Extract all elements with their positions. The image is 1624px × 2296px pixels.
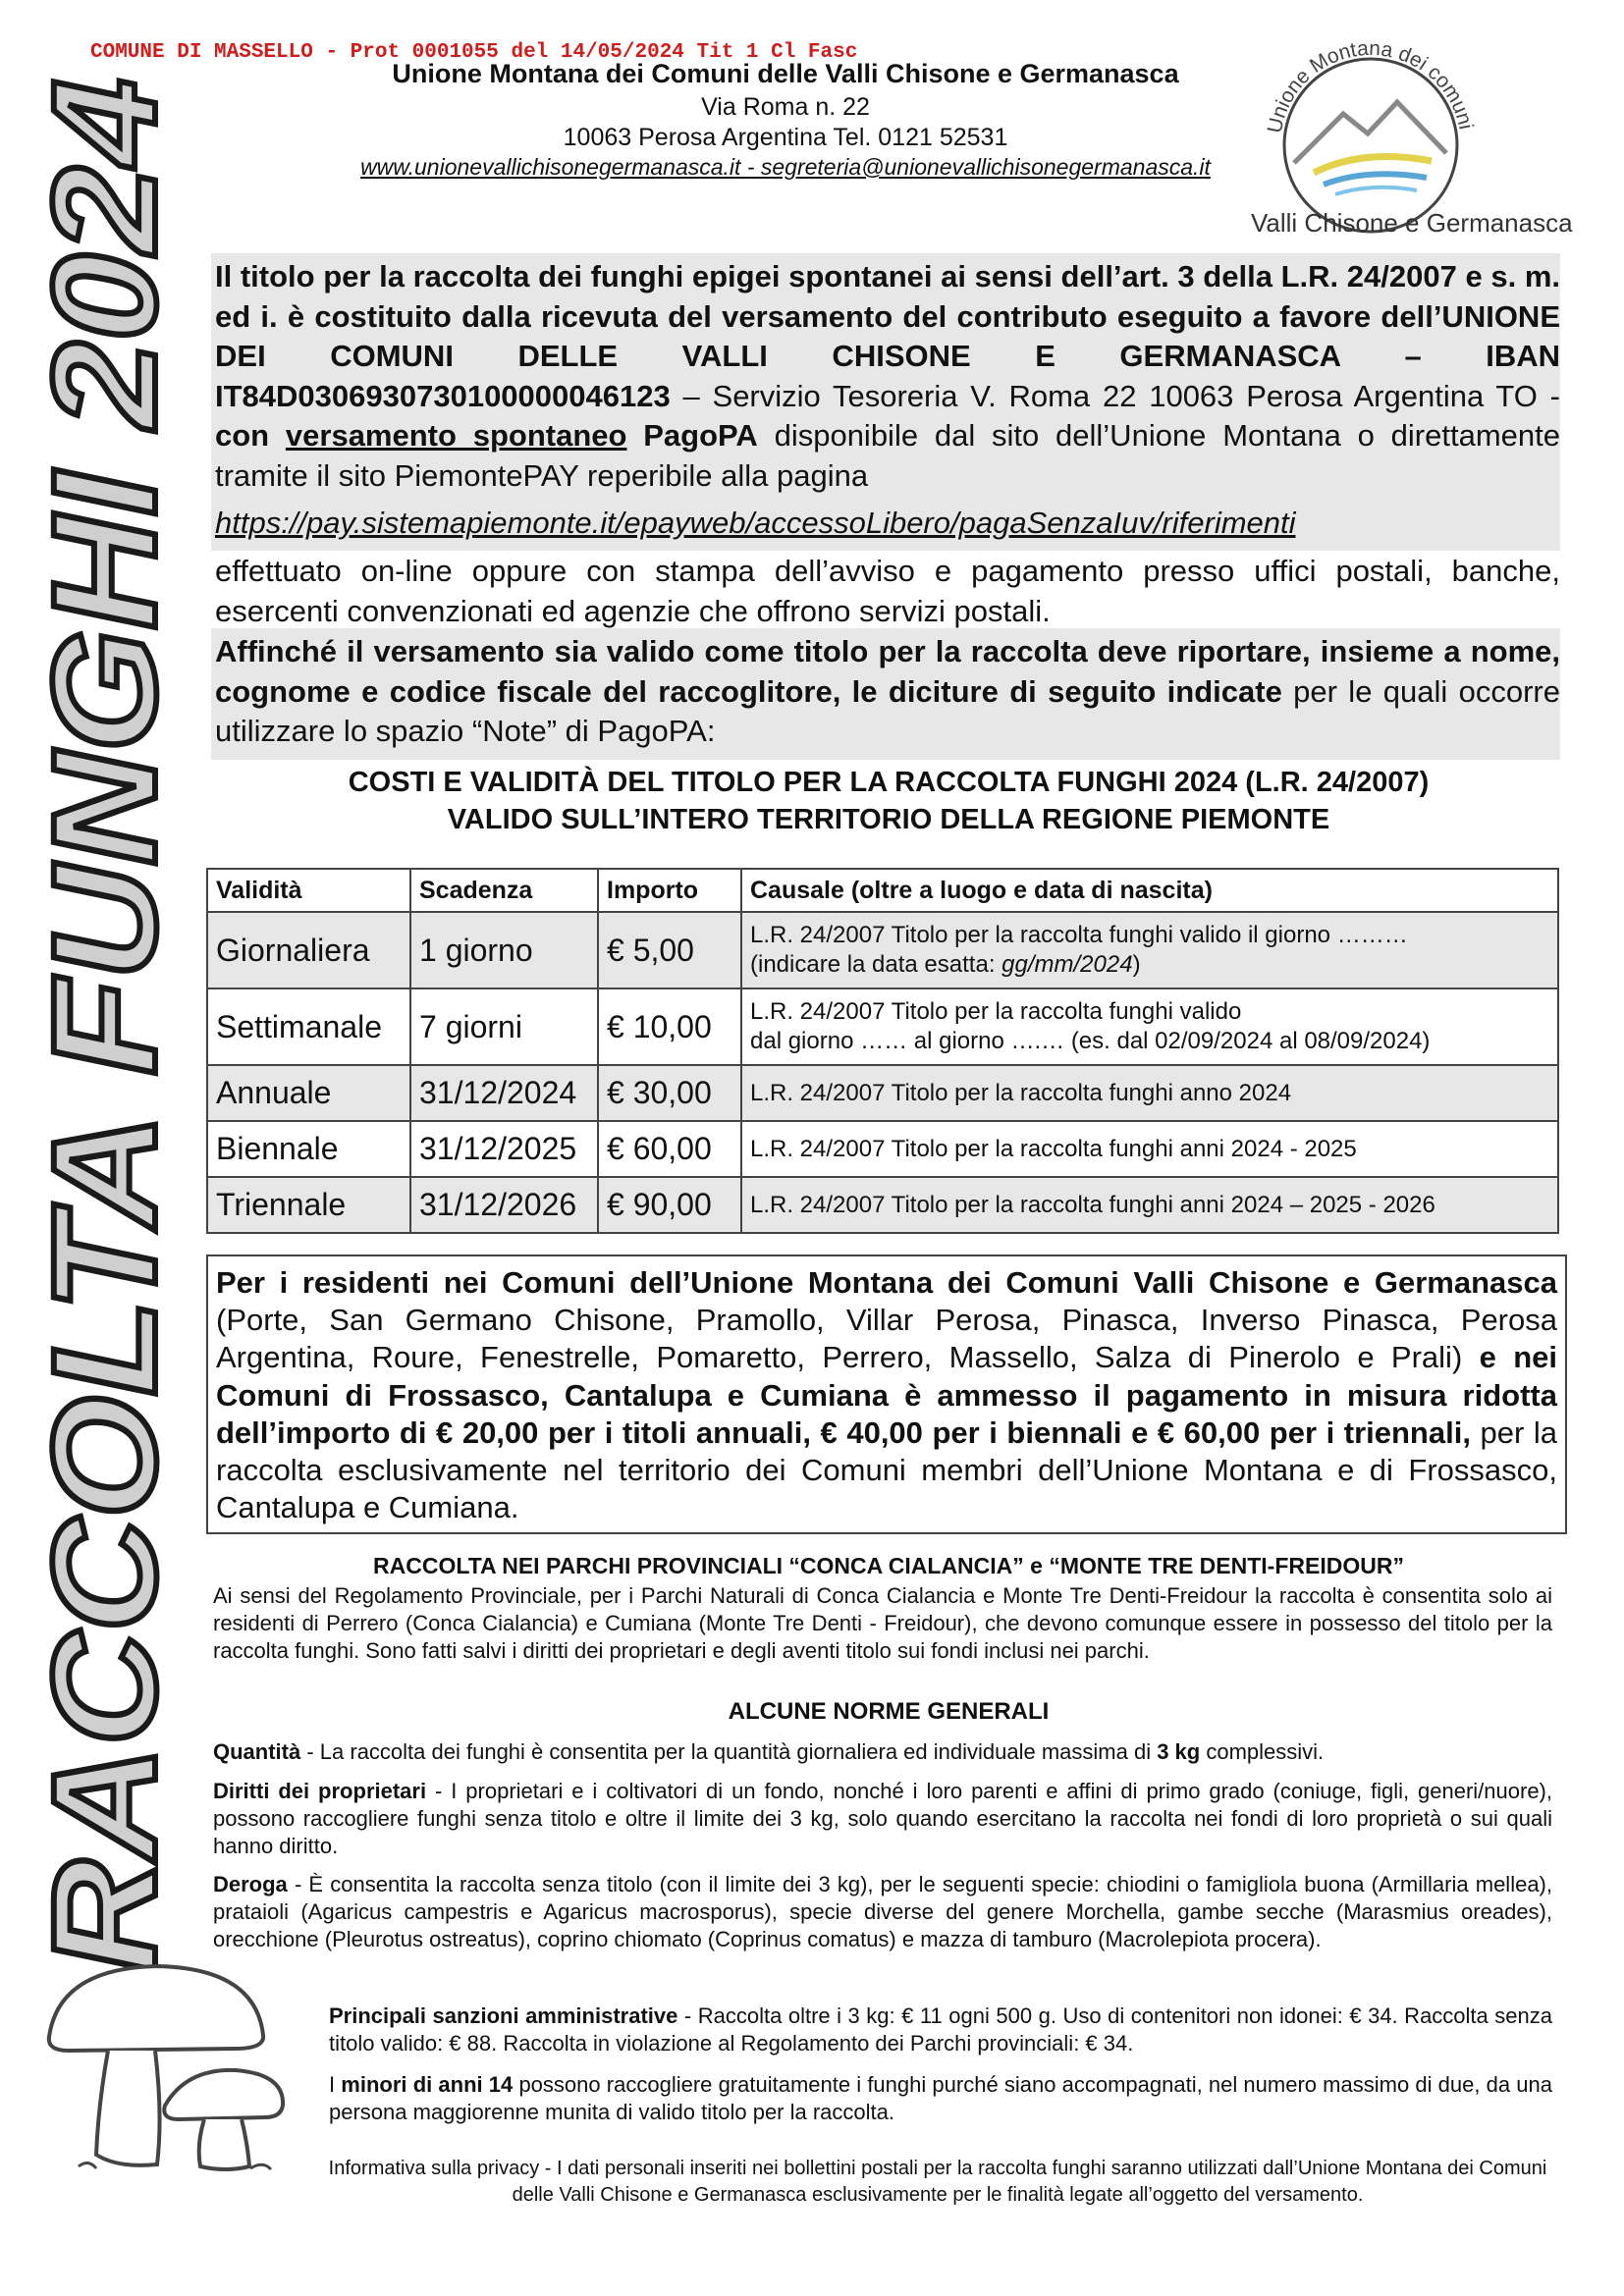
cell-importo: € 60,00 xyxy=(598,1121,741,1177)
rule-deroga xyxy=(213,1871,1552,1953)
parks-title: RACCOLTA NEI PARCHI PROVINCIALI “CONCA CIALANCIA” e “MONTE TRE DENTI-FREIDOUR” xyxy=(373,1553,1404,1578)
rule-text: complessivi. xyxy=(1200,1739,1325,1764)
table-row xyxy=(207,912,1558,988)
intro-notes-rest: per le quali occorre utilizzare lo spazio “Note” di PagoPA: xyxy=(215,673,1560,748)
causale-part: ) xyxy=(1132,951,1141,978)
fees-table xyxy=(206,868,1559,1234)
rule-text: possono raccogliere gratuitamente i funghi purché siano accompagnati, nel numero massimo di due, da una persona maggiorenne munita di valido titolo per la raccolta. xyxy=(329,2072,1552,2124)
intro-bold: Il titolo per la raccolta dei funghi epigei spontanei ai sensi dell’art. 3 della L.R. 24/2007 e s. m. ed i. è costituito dalla ricevuta del versamento del contributo eseguito a favore dell’UNIONE DEI COMUNI DELLE VALLI CHISONE E GERMANASCA – IBAN IT84D0306930730100000046123 xyxy=(215,259,1560,413)
col-validita: Validità xyxy=(207,869,410,912)
cell-validita: Biennale xyxy=(207,1121,410,1177)
residents-tail: per la raccolta esclusivamente nel territorio dei Comuni membri dell’Unione Montana e di Frossasco, Cantalupa e Cumiana. xyxy=(216,1415,1557,1525)
svg-text:RACCOLTA FUNGHI 2024: RACCOLTA FUNGHI 2024 xyxy=(22,200,187,1973)
org-name: Unione Montana dei Comuni delle Valli Chisone e Germanasca xyxy=(392,59,1179,88)
mushroom-illustration xyxy=(39,1958,295,2174)
intro-notes-bold: Affinché il versamento sia valido come titolo per la raccolta deve riportare, insieme a nome, cognome e codice fiscale del raccoglitore, le diciture di seguito indicate xyxy=(215,634,1560,709)
costs-title-line2: VALIDO SULL’INTERO TERRITORIO DELLA REGIONE PIEMONTE xyxy=(447,804,1330,835)
intro-payment-text: effettuato on-line oppure con stampa dell’avviso e pagamento presso uffici postali, banche, esercenti convenzionati ed agenzie che offrono servizi postali. xyxy=(215,554,1560,628)
col-causale: Causale (oltre a luogo e data di nascita) xyxy=(741,869,1558,912)
table-row xyxy=(207,1065,1558,1121)
union-logo xyxy=(1245,35,1591,246)
cell-validita: Triennale xyxy=(207,1177,410,1233)
costs-title-line1: COSTI E VALIDITÀ DEL TITOLO PER LA RACCOLTA FUNGHI 2024 (L.R. 24/2007) xyxy=(348,767,1430,798)
intro-block xyxy=(211,253,1560,551)
rule-minori xyxy=(329,2071,1552,2126)
rule-sanzioni xyxy=(329,2002,1552,2057)
rule-label: Diritti dei proprietari xyxy=(213,1779,427,1803)
rule-text: - I proprietari e i coltivatori di un fondo, nonché i loro parenti e affini di primo grado (coniuge, figli, generi/nuore), possono raccogliere funghi senza titolo e oltre il limite dei 3 kg, solo quando esercitano la raccolta nei fondi di loro proprietà o sui quali hanno diritto. xyxy=(213,1779,1552,1858)
cell-scadenza: 31/12/2026 xyxy=(410,1177,598,1233)
privacy-notice: Informativa sulla privacy - I dati personali inseriti nei bollettini postali per la raccolta funghi saranno utilizzati dall’Unione Montana dei Comuni delle Valli Chisone e Germanasca esclusivamente per le finalità legate all’oggetto del versamento. xyxy=(328,2158,1547,2206)
rule-kg: 3 kg xyxy=(1157,1739,1201,1764)
rule-text: I xyxy=(329,2072,342,2097)
costs-title xyxy=(211,764,1566,838)
causale-date-format: gg/mm/2024 xyxy=(1001,951,1133,978)
rule-text: - La raccolta dei funghi è consentita per la quantità giornaliera ed individuale massima di xyxy=(300,1739,1158,1764)
logo-arc-text: Unione Montana dei comuni xyxy=(1263,36,1478,135)
protocol-stamp: COMUNE DI MASSELLO - Prot 0001055 del 14/05/2024 Tit 1 Cl Fasc xyxy=(90,41,858,64)
causale-line: L.R. 24/2007 Titolo per la raccolta funghi valido il giorno ……… xyxy=(750,922,1408,948)
cell-causale: L.R. 24/2007 Titolo per la raccolta funghi anno 2024 xyxy=(741,1065,1558,1121)
table-row xyxy=(207,1121,1558,1177)
cell-causale xyxy=(741,912,1558,988)
intro-pagopa: PagoPA xyxy=(626,418,758,453)
cell-validita: Settimanale xyxy=(207,988,410,1065)
causale-line: L.R. 24/2007 Titolo per la raccolta funghi valido xyxy=(750,998,1242,1025)
rule-label: minori di anni 14 xyxy=(341,2072,514,2097)
org-web-email[interactable]: www.unionevallichisonegermanasca.it - segreteria@unionevallichisonegermanasca.it xyxy=(360,154,1211,180)
logo-name: Valli Chisone e Germanasca xyxy=(1251,208,1573,238)
intro-tail: disponibile dal sito dell’Unione Montana o direttamente tramite il sito PiemontePAY reperibile alla pagina xyxy=(215,418,1560,493)
cell-importo: € 10,00 xyxy=(598,988,741,1065)
rule-label: Principali sanzioni amministrative xyxy=(329,2003,678,2028)
causale-part: (indicare la data esatta: xyxy=(750,951,1002,978)
residents-towns: (Porte, San Germano Chisone, Pramollo, Villar Perosa, Pinasca, Inverso Pinasca, Perosa Argentina, Roure, Fenestrelle, Pomaretto, Perrero, Massello, Salza di Pinerolo e Prali) xyxy=(216,1303,1557,1375)
residents-bold-1: Per i residenti nei Comuni dell’Unione Montana dei Comuni Valli Chisone e Germanasca xyxy=(216,1265,1557,1300)
cell-causale: L.R. 24/2007 Titolo per la raccolta funghi anni 2024 - 2025 xyxy=(741,1121,1558,1177)
rule-text: - Raccolta oltre i 3 kg: € 11 ogni 500 g. Uso di contenitori non idonei: € 34. Raccolta senza titolo valido: € 88. Raccolta in violazione al Regolamento dei Parchi provinciali: € 34. xyxy=(329,2003,1552,2056)
col-importo: Importo xyxy=(598,869,741,912)
residents-box xyxy=(206,1255,1567,1534)
table-row xyxy=(207,1177,1558,1233)
cell-importo: € 5,00 xyxy=(598,912,741,988)
causale-line: dal giorno …… al giorno ….… (es. dal 02/09/2024 al 08/09/2024) xyxy=(750,1028,1431,1054)
rule-text: - È consentita la raccolta senza titolo (con il limite dei 3 kg), per le seguenti specie: chiodini o famigliola buona (Armillaria mellea), prataioli (Agaricus campestris e Agaricus macrosporus), specie diverse del genere Morchella, gambe secche (Marasmius oreades), orecchione (Pleurotus ostreatus), coprino chiomato (Coprinus comatus) e mazza di tamburo (Macrolepiota procera). xyxy=(213,1872,1552,1951)
intro-versamento-spontaneo: versamento spontaneo xyxy=(285,418,627,453)
intro-tesoreria: – Servizio Tesoreria V. Roma 22 10063 Perosa Argentina TO - xyxy=(670,378,1560,413)
intro-con: con xyxy=(215,418,286,453)
table-row xyxy=(207,988,1558,1065)
cell-causale: L.R. 24/2007 Titolo per la raccolta funghi anni 2024 – 2025 - 2026 xyxy=(741,1177,1558,1233)
residents-bold-2: e nei Comuni di Frossasco, Cantalupa e Cumiana è ammesso il pagamento in misura ridotta dell’importo di € 20,00 per i titoli annuali, € 40,00 per i biennali e € 60,00 per i triennali, xyxy=(216,1340,1557,1450)
rule-quantita xyxy=(213,1738,1552,1766)
org-address: Via Roma n. 22 xyxy=(701,93,870,121)
norme-title: ALCUNE NORME GENERALI xyxy=(728,1698,1050,1725)
cell-scadenza: 1 giorno xyxy=(410,912,598,988)
rule-diritti xyxy=(213,1778,1552,1860)
cell-scadenza: 31/12/2024 xyxy=(410,1065,598,1121)
piemontepay-link[interactable]: https://pay.sistemapiemonte.it/epayweb/accessoLibero/pagaSenzaIuv/riferimenti xyxy=(215,506,1296,540)
col-scadenza: Scadenza xyxy=(410,869,598,912)
cell-scadenza: 7 giorni xyxy=(410,988,598,1065)
rule-label: Quantità xyxy=(213,1739,301,1764)
cell-importo: € 90,00 xyxy=(598,1177,741,1233)
intro-notes xyxy=(211,628,1560,760)
cell-scadenza: 31/12/2025 xyxy=(410,1121,598,1177)
rule-label: Deroga xyxy=(213,1872,288,1896)
causale-line xyxy=(750,950,1549,980)
org-city-tel: 10063 Perosa Argentina Tel. 0121 52531 xyxy=(563,124,1008,151)
vertical-title xyxy=(22,59,187,1973)
cell-validita: Giornaliera xyxy=(207,912,410,988)
fees-header-row xyxy=(207,869,1558,912)
cell-causale xyxy=(741,988,1558,1065)
parks-text: Ai sensi del Regolamento Provinciale, per i Parchi Naturali di Conca Cialancia e Monte Tre Denti-Freidour la raccolta è consentita solo ai residenti di Perrero (Conca Cialancia) e Cumiana (Monte Tre Denti - Freidour), che devono comunque essere in possesso del titolo per la raccolta funghi. Sono fatti salvi i diritti dei proprietari e degli aventi titolo sui fondi inclusi nei parchi. xyxy=(213,1583,1552,1663)
intro-payment xyxy=(211,548,1560,631)
cell-validita: Annuale xyxy=(207,1065,410,1121)
cell-importo: € 30,00 xyxy=(598,1065,741,1121)
